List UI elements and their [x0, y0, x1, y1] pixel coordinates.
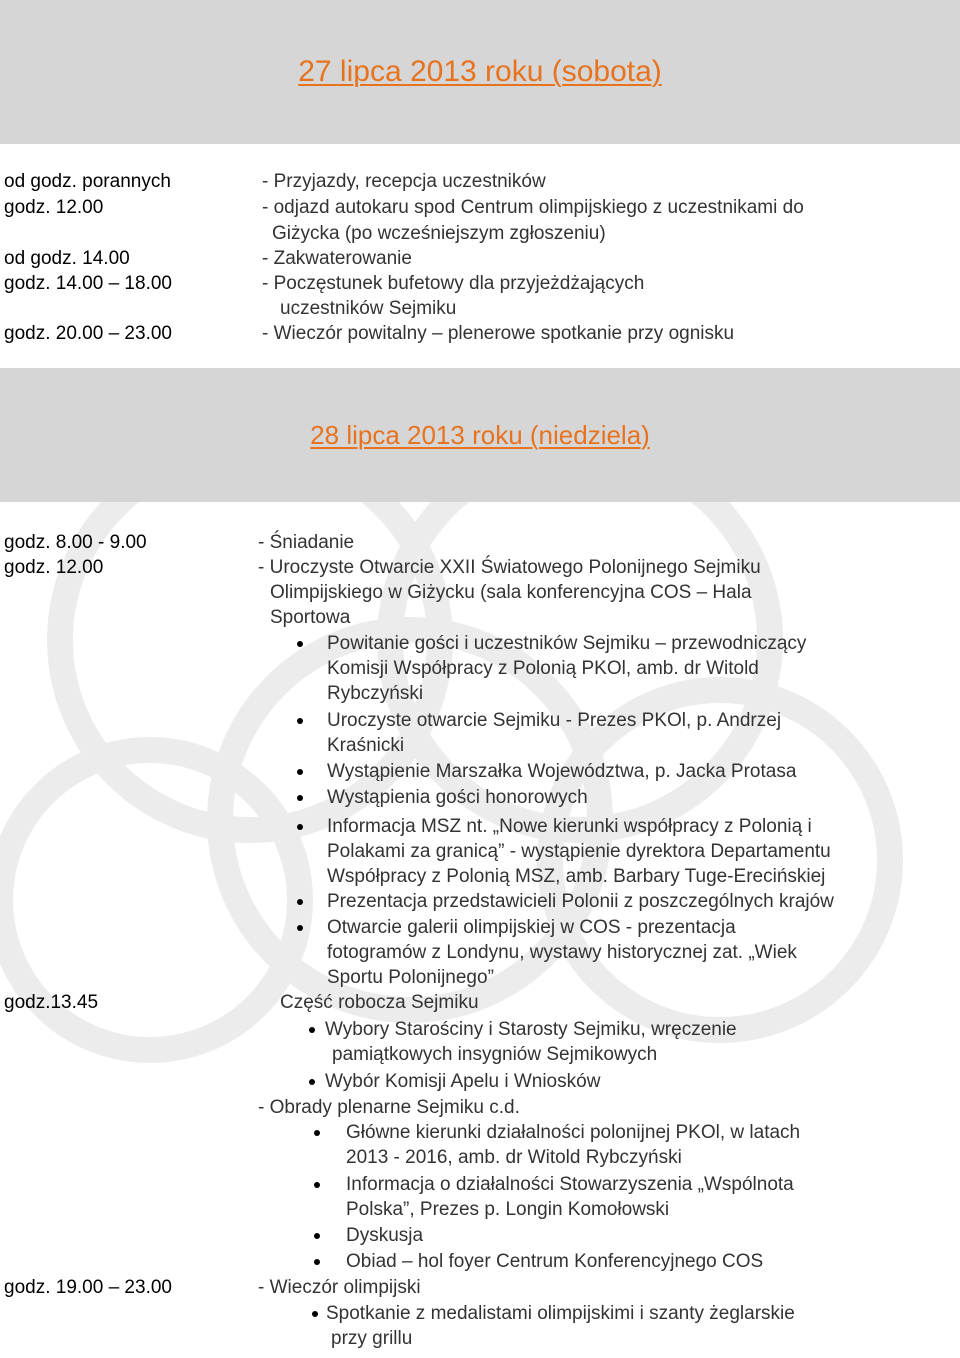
- day2-activity-cont: Sportowa: [270, 607, 351, 628]
- bullet-item: Prezentacja przedstawicieli Polonii z poszczególnych krajów: [327, 891, 834, 912]
- bullet-icon: [309, 1079, 315, 1085]
- bullet-item: Dyskusja: [346, 1225, 424, 1246]
- day1-activity-cont: Giżycka (po wcześniejszym zgłoszeniu): [272, 223, 606, 244]
- bullet-item: Otwarcie galerii olimpijskiej w COS - prezentacja: [327, 917, 736, 938]
- bullet-icon: [297, 795, 303, 801]
- day1-time: od godz. 14.00: [4, 248, 130, 269]
- bullet-item-cont: Rybczyński: [327, 683, 424, 704]
- day1-activity: - Zakwaterowanie: [262, 248, 412, 269]
- day1-banner: [0, 0, 960, 144]
- bullet-item-cont: Komisji Współpracy z Polonią PKOl, amb. dr Witold: [327, 658, 759, 679]
- day2-activity: - Obrady plenarne Sejmiku c.d.: [258, 1097, 520, 1118]
- bullet-icon: [314, 1130, 320, 1136]
- bullet-icon: [314, 1233, 320, 1239]
- bullet-item-cont: Kraśnicki: [327, 735, 405, 756]
- day2-time: godz. 8.00 - 9.00: [4, 532, 147, 553]
- bullet-item: Uroczyste otwarcie Sejmiku - Prezes PKOl, p. Andrzej: [327, 710, 782, 731]
- day1-time: godz. 12.00: [4, 197, 104, 218]
- bullet-icon: [297, 769, 303, 775]
- day1-heading: 27 lipca 2013 roku (sobota): [298, 55, 662, 88]
- bullet-item: Spotkanie z medalistami olimpijskimi i szanty żeglarskie: [326, 1303, 795, 1324]
- day2-heading: 28 lipca 2013 roku (niedziela): [310, 419, 650, 450]
- bullet-item-cont: Współpracy z Polonią MSZ, amb. Barbary Tuge-Erecińskiej: [327, 866, 826, 887]
- bullet-item-cont: przy grillu: [331, 1328, 413, 1349]
- day1-activity: - Poczęstunek bufetowy dla przyjeżdżających: [262, 273, 645, 294]
- bullet-icon: [312, 1311, 318, 1317]
- day2-activity: - Śniadanie: [258, 532, 355, 553]
- day2-activity: Część robocza Sejmiku: [280, 992, 479, 1013]
- day1-time: od godz. porannych: [4, 171, 171, 192]
- bullet-item: Obiad – hol foyer Centrum Konferencyjnego COS: [346, 1251, 764, 1272]
- bullet-icon: [297, 824, 303, 830]
- bullet-item-cont: Polakami za granicą” - wystąpienie dyrektora Departamentu: [327, 841, 831, 862]
- bullet-icon: [309, 1027, 315, 1033]
- bullet-item: Główne kierunki działalności polonijnej PKOl, w latach: [346, 1122, 801, 1143]
- day2-activity: - Uroczyste Otwarcie XXII Światowego Polonijnego Sejmiku: [258, 557, 761, 578]
- bullet-item: Wybór Komisji Apelu i Wniosków: [325, 1071, 601, 1092]
- day2-banner: [0, 368, 960, 502]
- day1-activity: - Wieczór powitalny – plenerowe spotkanie przy ognisku: [262, 323, 735, 344]
- bullet-item-cont: pamiątkowych insygniów Sejmikowych: [332, 1044, 658, 1065]
- bullet-item-cont: 2013 - 2016, amb. dr Witold Rybczyński: [346, 1147, 682, 1168]
- bullet-item: Powitanie gości i uczestników Sejmiku – przewodniczący: [327, 633, 807, 654]
- bullet-icon: [314, 1182, 320, 1188]
- bullet-icon: [297, 925, 303, 931]
- day1-time: godz. 20.00 – 23.00: [4, 323, 172, 344]
- day2-activity-cont: Olimpijskiego w Giżycku (sala konferencyjna COS – Hala: [270, 582, 752, 603]
- bullet-item: Wystąpienia gości honorowych: [327, 787, 588, 808]
- day1-time: godz. 14.00 – 18.00: [4, 273, 172, 294]
- bullet-item: Wybory Starościny i Starosty Sejmiku, wręczenie: [325, 1019, 737, 1040]
- bullet-icon: [297, 641, 303, 647]
- bullet-icon: [314, 1259, 320, 1265]
- bullet-item: Informacja MSZ nt. „Nowe kierunki współpracy z Polonią i: [327, 816, 812, 837]
- day1-activity: - Przyjazdy, recepcja uczestników: [262, 171, 546, 192]
- bullet-item-cont: Sportu Polonijnego”: [327, 967, 494, 988]
- bullet-icon: [297, 899, 303, 905]
- bullet-item-cont: fotogramów z Londynu, wystawy historycznej zat. „Wiek: [327, 942, 797, 963]
- bullet-icon: [297, 718, 303, 724]
- day2-time: godz.13.45: [4, 992, 99, 1013]
- bullet-item: Wystąpienie Marszałka Województwa, p. Jacka Protasa: [327, 761, 797, 782]
- bullet-item-cont: Polska”, Prezes p. Longin Komołowski: [346, 1199, 670, 1220]
- day2-time: godz. 12.00: [4, 557, 104, 578]
- day1-activity-cont: uczestników Sejmiku: [280, 298, 457, 319]
- day1-activity: - odjazd autokaru spod Centrum olimpijskiego z uczestnikami do: [262, 197, 804, 218]
- bullet-item: Informacja o działalności Stowarzyszenia „Wspólnota: [346, 1174, 794, 1195]
- day2-activity: - Wieczór olimpijski: [258, 1277, 421, 1298]
- day2-time: godz. 19.00 – 23.00: [4, 1277, 172, 1298]
